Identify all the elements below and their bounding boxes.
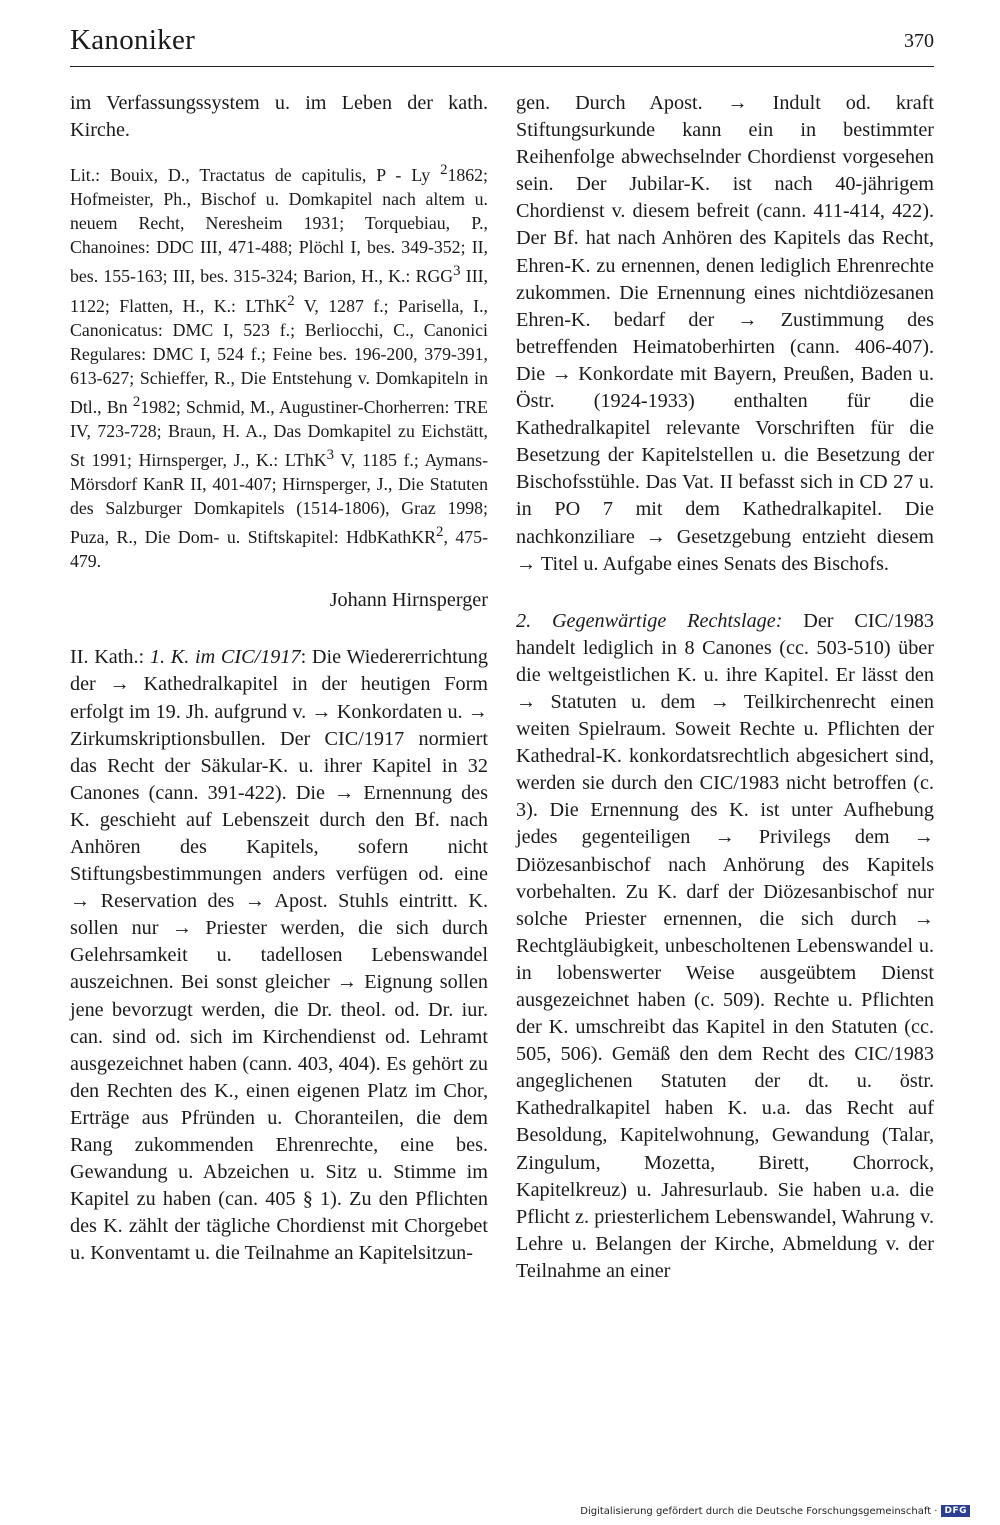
lit-sup-1: 2 [440, 162, 448, 179]
lit-sup-4: 2 [132, 393, 141, 410]
page-header [70, 22, 934, 67]
footer-credit-text: Digitalisierung gefördert durch die Deutsche Forschungsgemeinschaft · [580, 1505, 938, 1517]
lit-sup-2: 3 [453, 263, 461, 280]
lit-text-3: III, 1122; Flatten, H., K.: LThK [70, 266, 488, 316]
running-head: Kanoniker [70, 24, 196, 56]
section-kath-text: : Die Wiedererrichtung der → Kathedralkapitel in der heutigen Form erfolgt im 19. Jh. aufgrund v. → Konkordaten u. → Zirkumskriptionsbullen. Der CIC/1917 normiert das Recht der Säkular-K. u. ihrer Kapitel in 32 Canones (cann. 391-422). Die → Ernennung des K. geschieht auf Lebenszeit durch den Bf. nach Anhören des Kapitels, sofern nicht Stiftungsbestimmungen anders verfügen od. eine → Reservation des → Apost. Stuhls eintritt. K. sollen nur → Priester werden, die sich durch Gelehrsamkeit u. tadellosen Lebenswandel auszeichnen. Bei sonst gleicher → Eignung sollen jene bevorzugt werden, die Dr. theol. od. Dr. iur. can. sind od. sich im Kirchendienst od. Lehramt ausgezeichnet haben (cann. 403, 404). Es gehört zu den Rechten des K., einen eigenen Platz im Chor, Erträge aus Pfründen u. Choranteilen, die dem Rang zukommenden Ehrenrechte, eine bes. Gewandung u. Abzeichen u. Sitz u. Stimme im Kapitel zu haben (can. 405 § 1). Zu den Pflichten des K. zählt der tägliche Chordienst mit Chorgebet u. Konventamt u. die Teilnahme an Kapitelsitzun- [70, 646, 488, 1265]
footer-credit [580, 1505, 970, 1517]
lit-sup-3: 2 [287, 292, 295, 309]
lit-text-1: Lit.: Bouix, D., Tractatus de capitulis, P - Ly [70, 165, 441, 186]
left-column [70, 90, 488, 1267]
literature-block [70, 158, 488, 573]
intro-paragraph: im Verfassungssystem u. im Leben der kath. Kirche. [70, 92, 488, 142]
right-column [516, 90, 934, 1285]
page-number: 370 [904, 30, 934, 52]
continuation-paragraph: gen. Durch Apost. → Indult od. kraft Stiftungsurkunde kann ein in bestimmter Reihenfolge abwechselnder Chordienst vorgesehen sein. Der Jubilar-K. ist nach 40-jährigem Chordienst v. diesem befreit (cann. 411-414, 422). Der Bf. hat nach Anhören des Kapitels das Recht, Ehren-K. zu ernennen, denen lediglich Ehrenrechte zukommen. Die Ernennung eines nichtdiözesanen Ehren-K. bedarf der → Zustimmung des betreffenden Heimatoberhirten (cann. 406-407). Die → Konkordate mit Bayern, Preußen, Baden u. Östr. (1924-1933) enthalten für die Kathedralkapitel relevante Vorschriften für die Besetzung der Kapitelstellen u. die Besetzung der Bischofsstühle. Das Vat. II befasst sich in CD 27 u. in PO 7 mit dem Kathedralkapitel. Die nachkonziliare → Gesetzgebung entzieht diesem → Titel u. Aufgabe eines Senats des Bischofs. [516, 92, 934, 575]
section-current-law-text: Der CIC/1983 handelt lediglich in 8 Canones (cc. 503-510) über die weltgeistlichen K. u. ihre Kapitel. Er lässt den → Statuten u. dem → Teilkirchenrecht einen weiten Spielraum. Soweit Rechte u. Pflichten der Kathedral-K. konkordatsrechtlich abgesichert sind, werden sie durch den CIC/1983 nicht betroffen (c. 3). Die Ernennung des K. ist unter Aufhebung jedes gegenteiligen → Privilegs dem → Diözesanbischof nach Anhörung des Kapitels vorbehalten. Zu K. darf der Diözesanbischof nur solche Priester ernennen, die sich durch → Rechtgläubigkeit, unbescholtenen Lebenswandel u. in lobenswerter Weise ausgeübtem Dienst ausgezeichnet haben (c. 509). Rechte u. Pflichten der K. umschreibt das Kapitel in den Statuten (cc. 505, 506). Gemäß den dem Recht des CIC/1983 angeglichenen Statuten der dt. u. östr. Kathedralkapitel haben K. u.a. das Recht auf Besoldung, Kapitelwohnung, Gewandung (Talar, Zingulum, Mozetta, Birett, Chorrock, Kapitelkreuz) u. Jahresurlaub. Sie haben u.a. die Pflicht z. priesterlichem Lebenswandel, Wahrung v. Lehre u. Belangen der Kirche, Abmeldung v. der Teilnahme an einer [516, 609, 934, 1282]
lit-sup-5: 3 [326, 446, 335, 463]
section-kath-paragraph [70, 644, 488, 1267]
lit-text-6: V, 1185 f.; Aymans-Mörsdorf KanR II, 401-407; Hirnsperger, J., Die Statuten des Salzburger Domkapitels (1514-1806), Graz 1998; Puza, R., Die Dom- u. Stiftskapitel: HdbKathKR [70, 449, 489, 548]
lit-text-2: 1862; Hofmeister, Ph., Bischof u. Domkapitel nach altem u. neuem Recht, Neresheim 1931; Torquebiau, P., Chanoines: DDC III, 471-488; Plöchl I, bes. 349-352; II, bes. 155-163; III, bes. 315-324; Barion, H., K.: RGG [70, 165, 488, 287]
dfg-logo: DFG [941, 1505, 970, 1517]
lit-text-4: V, 1287 f.; Parisella, I., Canonicatus: DMC I, 523 f.; Berliocchi, C., Canonici Regulares: DMC I, 524 f.; Feine bes. 196-200, 379-391, 613-627; Schieffer, R., Die Entstehung v. Domkapiteln in Dtl., Bn [70, 295, 488, 417]
section-current-law-paragraph [516, 608, 934, 1285]
author-signature: Johann Hirnsperger [329, 589, 488, 612]
section-heading-current-law: 2. Gegenwärtige Rechtslage: [516, 609, 783, 632]
lit-text-7: , 475-479. [70, 527, 488, 572]
section-heading-cic1917: 1. K. im CIC/1917 [149, 646, 301, 669]
lit-text-5: 1982; Schmid, M., Augustiner-Chorherren: TRE IV, 723-728; Braun, H. A., Das Domkapitel zu Eichstätt, St 1991; Hirnsperger, J., K.: LThK [70, 396, 488, 470]
section-lead: II. Kath.: [70, 646, 150, 669]
lit-sup-6: 2 [436, 524, 444, 541]
